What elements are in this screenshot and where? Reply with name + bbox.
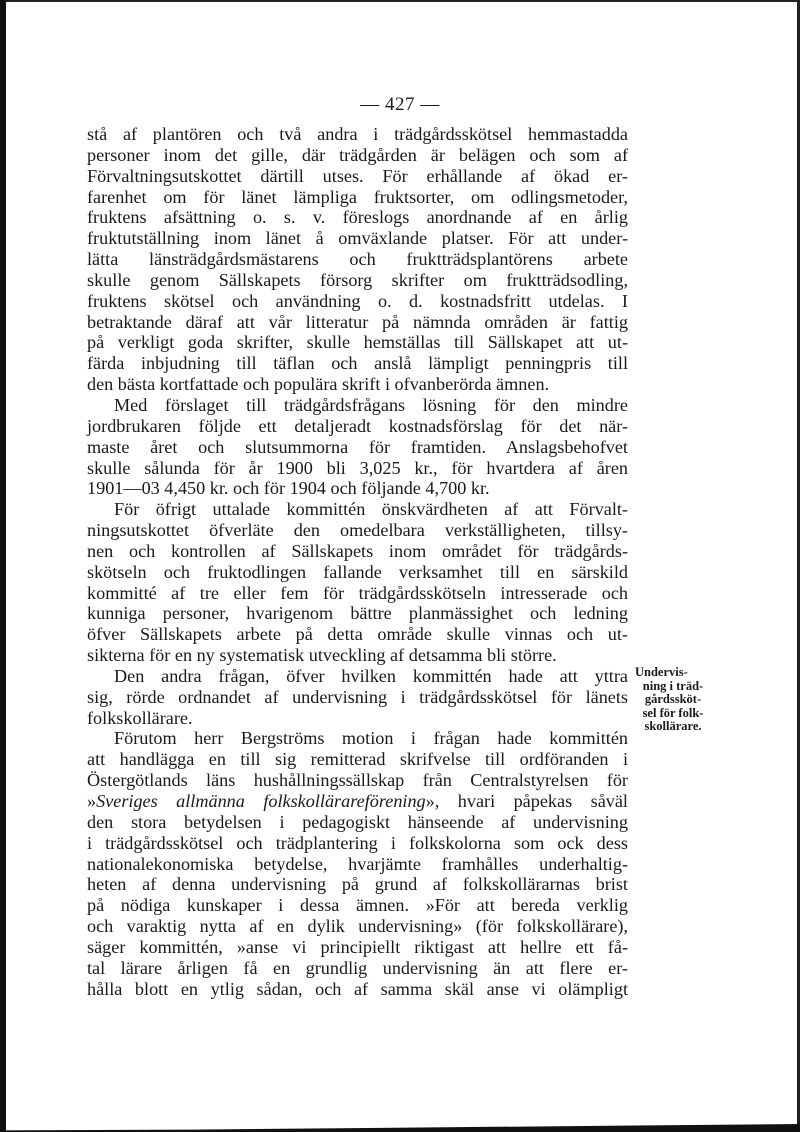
text-line: sikterna för en ny systematisk utveckling af detsamma bli större. <box>87 645 557 666</box>
text-line: skötseln och fruktodlingen fallande verksamhet till en särskild <box>87 561 628 582</box>
text-line: fruktutställning inom länet å omväxlande platser. För att under- <box>87 228 628 249</box>
margin-note-line: gårdssköt- <box>644 692 702 707</box>
margin-note <box>633 666 713 734</box>
text-line: jordbrukaren följde ett detaljeradt kostnadsförslag för det när- <box>87 415 628 436</box>
text-line: och varaktig nytta af en dylik undervisning» (för folkskollärare), <box>87 916 628 937</box>
text-line: skulle sålunda för år 1900 bli 3,025 kr., för hvartdera af åren <box>87 457 628 478</box>
text-line: Östergötlands läns hushållningssällskap från Centralstyrelsen för <box>87 770 628 791</box>
text-line: 1901—03 4,450 kr. och för 1904 och följande 4,700 kr. <box>87 478 490 499</box>
text-line: på nödiga kunskaper i dessa ämnen. »För att bereda verklig <box>87 895 628 916</box>
text-line: den stora betydelsen i pedagogiskt hänseende af undervisning <box>87 811 628 832</box>
line-continuation: », hvari påpekas såväl <box>425 791 628 811</box>
text-line: nen och kontrollen af Sällskapets inom området för trädgårds- <box>87 540 628 561</box>
margin-note-line: skollärare. <box>644 719 702 734</box>
text-line: fruktens afsättning o. s. v. föreslogs anordnande af en årlig <box>87 207 628 228</box>
text-line: Förutom herr Bergströms motion i frågan hade kommittén <box>114 728 628 749</box>
text-line: öfver Sällskapets arbete på detta område skulle vinnas och ut- <box>87 624 628 645</box>
text-line: farenhet om för länet lämpliga fruktsorter, om odlingsmetoder, <box>87 186 628 207</box>
body-text <box>87 124 628 999</box>
scan-border-top <box>0 0 800 2</box>
text-line: på verkligt goda skrifter, skulle hemställas till Sällskapet att ut- <box>87 332 628 353</box>
text-line: betraktande däraf att vår litteratur på nämnda områden är fattig <box>87 311 628 332</box>
text-line: folkskollärare. <box>87 707 193 728</box>
margin-note-line: Undervis- <box>635 665 688 679</box>
quote-mark: » <box>87 791 97 811</box>
text-line: nationalekonomiska betydelse, hvarjämte framhålles underhaltig- <box>87 853 628 874</box>
text-line: maste året och slutsummorna för framtiden. Anslagsbehofvet <box>87 436 628 457</box>
text-line: Förvaltningsutskottet därtill utses. För erhållande af ökad er- <box>87 165 628 186</box>
text-line: stå af plantören och två andra i trädgårdsskötsel hemmastadda <box>87 124 628 144</box>
text-line: fruktens skötsel och användning o. d. kostnadsfritt utdelas. I <box>87 290 628 311</box>
text-line: ningsutskottet öfverläte den omedelbara verkställigheten, tillsy- <box>87 520 628 541</box>
margin-note-line: sel för folk- <box>642 705 704 720</box>
text-line <box>87 791 628 812</box>
text-line: hålla blott en ytlig sådan, och af samma skäl anse vi olämpligt <box>87 978 628 999</box>
scan-border-left <box>0 0 6 1132</box>
italic-title: Sveriges allmänna folkskollärareförening <box>96 791 426 811</box>
text-line: Med förslaget till trädgårdsfrågans lösning för den mindre <box>114 394 628 415</box>
text-line: att handlägga en till sig remitterad skrifvelse till ordföranden i <box>87 749 628 770</box>
text-line: kommitté af tre eller fem för trädgårdsskötseln intresserade och <box>87 582 628 603</box>
text-line: den bästa kortfattade och populära skrift i ofvanberörda ämnen. <box>87 374 550 395</box>
text-line: tal lärare årligen få en grundlig undervisning än att flere er- <box>87 957 628 978</box>
text-line: personer inom det gille, där trädgården är belägen och som af <box>87 144 628 165</box>
scan-border-bottom <box>0 1124 800 1132</box>
margin-note-line: ning i träd- <box>642 678 704 693</box>
text-line: skulle genom Sällskapets försorg skrifter om fruktträdsodling, <box>87 269 628 290</box>
text-line: färda inbjudning till täflan och anslå lämpligt penningpris till <box>87 353 628 374</box>
text-line: i trädgårdsskötsel och trädplantering i folkskolorna som ock dess <box>87 832 628 853</box>
text-line: För öfrigt uttalade kommittén önskvärdheten af att Förvalt- <box>114 499 628 520</box>
page-number: — 427 — <box>360 94 440 115</box>
text-line: säger kommittén, »anse vi principiellt riktigast att hellre ett få- <box>87 936 628 957</box>
text-line: Den andra frågan, öfver hvilken kommittén hade att yttra <box>114 665 628 686</box>
text-line: sig, rörde ordnandet af undervisning i trädgårdsskötsel för länets <box>87 686 628 707</box>
text-line: lätta länsträdgårdsmästarens och fruktträdsplantörens arbete <box>87 249 628 270</box>
text-line: heten af denna undervisning på grund af folkskollärarnas brist <box>87 874 628 895</box>
text-line: kunniga personer, hvarigenom bättre planmässighet och ledning <box>87 603 628 624</box>
